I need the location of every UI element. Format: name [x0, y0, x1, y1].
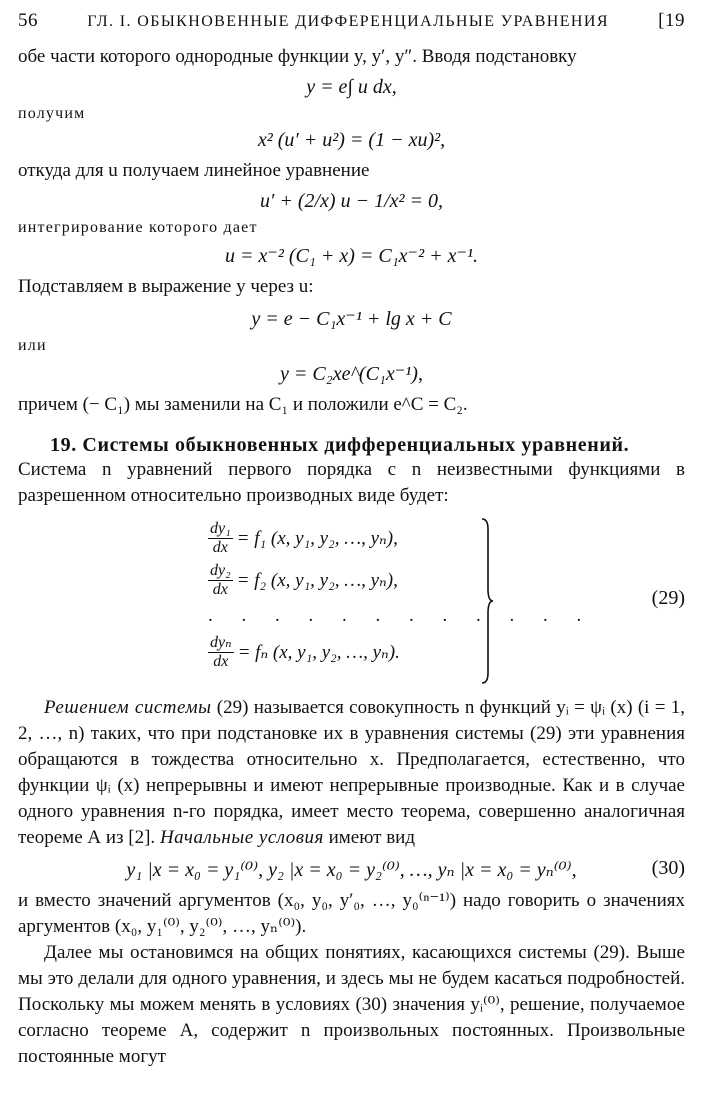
- text-label: интегрирование которого дает: [18, 219, 258, 236]
- equation-number: (29): [651, 587, 685, 609]
- equation: y = e∫ u dx,: [306, 76, 397, 98]
- paragraph: Система n уравнений первого порядка с n неизвестными функциями в разрешенном относительно производных виде будет:: [18, 459, 685, 506]
- equation: x² (u′ + u²) = (1 − xu)²,: [257, 129, 446, 151]
- section-heading: 19. Системы обыкновенных дифференциальных уравнений.: [50, 434, 630, 456]
- text-line: Подставляем в выражение y через u:: [18, 276, 314, 297]
- equation: u = x⁻² (C₁ + x) = C₁x⁻² + x⁻¹.: [224, 245, 479, 267]
- equation: y = e − C₁x⁻¹ + lg x + C: [251, 308, 452, 330]
- system-row: $\frac{\text{dy₂}}{dx}$ = f₂ (x, y₁, y₂, …, yₙ),: [210, 561, 398, 598]
- equation: y₁ |x = x₀ = y₁⁽⁰⁾, y₂ |x = x₀ = y₂⁽⁰⁾, …, yₙ |x = x₀ = yₙ⁽⁰⁾, (30): [126, 857, 685, 881]
- text-line: обе части которого однородные функции y, y′, y″. Вводя подстановку: [18, 46, 577, 67]
- running-header: [18, 10, 685, 44]
- text-label: получим: [18, 105, 86, 122]
- paragraph: Решением системы (29) называется совокупность n функций yᵢ = ψᵢ (x) (i = 1, 2, …, n) таких, что при подстановке их в уравнения системы (29) эти уравнения обращаются в тождества относительно x. Предполагается, естественно, что функции ψᵢ (x) непрерывны и имеют непрерывные производные. Как и в случае одного уравнения n-го порядка, имеет место теорема, совершенно аналогичная теореме А из [2]. Начальные условия имеют вид: [18, 697, 685, 848]
- page-number: 56: [18, 10, 38, 31]
- system-row: $\frac{\text{dy₁}}{dx}$ = f₁ (x, y₁, y₂, …, yₙ),: [210, 519, 398, 556]
- system-row: $\frac{\text{dyₙ}}{dx}$ = fₙ (x, y₁, y₂, …, yₙ).: [210, 633, 400, 670]
- paragraph: и вместо значений аргументов (x₀, y₀, y′₀, …, y₀⁽ⁿ⁻¹⁾) надо говорить о значениях аргументов (x₀, y₁⁽⁰⁾, y₂⁽⁰⁾, …, yₙ⁽⁰⁾).: [18, 890, 685, 937]
- system-dots: . . . . . . . . . . . .: [208, 605, 594, 626]
- chapter-title: ГЛ. I. ОБЫКНОВЕННЫЕ ДИФФЕРЕНЦИАЛЬНЫЕ УРАВНЕНИЯ: [87, 13, 609, 30]
- equation: y = C₂xe^(C₁x⁻¹),: [280, 363, 423, 385]
- equation-system: [18, 517, 685, 687]
- paragraph: Далее мы остановимся на общих понятиях, касающихся системы (29). Выше мы это делали для одного уравнения, и здесь мы не будем касаться подробностей. Поскольку мы можем менять в условиях (30) значения yᵢ⁽⁰⁾, решение, получаемое согласно теореме А, содержит n произвольных постоянных. Произвольные постоянные могут: [18, 942, 685, 1067]
- equation: u′ + (2/x) u − 1/x² = 0,: [259, 190, 444, 212]
- text-label: или: [18, 337, 47, 354]
- page: [18, 10, 685, 1070]
- text-line: откуда для u получаем линейное уравнение: [18, 160, 370, 181]
- right-brace: [480, 517, 494, 685]
- equation-number: (30): [651, 857, 685, 879]
- section-ref: [19: [658, 10, 685, 31]
- text-line: причем (− C₁) мы заменили на C₁ и положили e^C = C₂.: [18, 394, 468, 415]
